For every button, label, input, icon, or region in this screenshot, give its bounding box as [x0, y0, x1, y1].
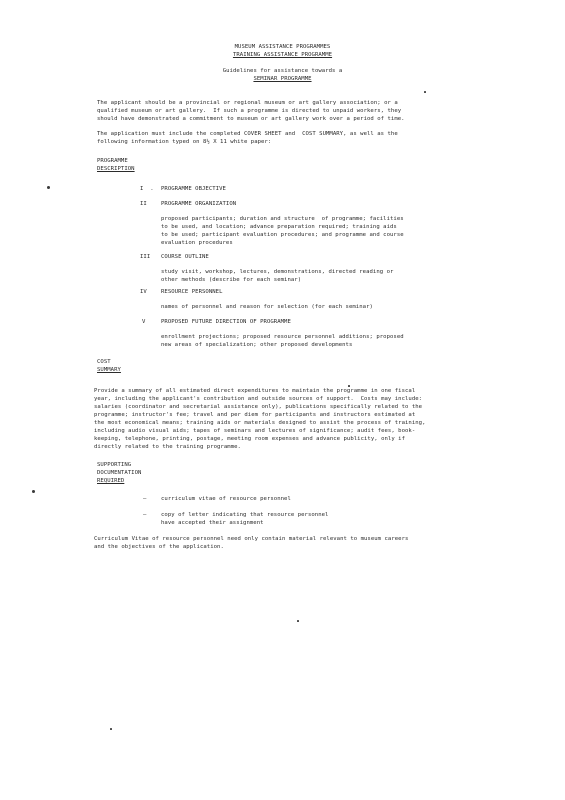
cost-line: Provide a summary of all estimated direct expenditures to maintain the programme in one fiscal [94, 388, 416, 394]
section-label: REQUIRED [97, 478, 125, 484]
item-title: PROGRAMME ORGANIZATION [161, 201, 237, 207]
item-title: PROPOSED FUTURE DIRECTION OF PROGRAMME [161, 319, 291, 325]
section-label: DESCRIPTION [97, 166, 135, 172]
intro-line: The application must include the completed COVER SHEET and COST SUMMARY, as well as the [97, 131, 398, 137]
doc-item: copy of letter indicating that resource personnel [161, 512, 329, 518]
cost-line: year, including the applicant's contribution and outside sources of support. Costs may include: [94, 396, 423, 402]
item-number: II [140, 201, 147, 207]
cost-line: salaries (coordinator and secretarial assistance only), publications specifically related to the [94, 404, 423, 410]
item-body-line: new areas of specialization; other proposed developments [161, 342, 353, 348]
scan-speck [47, 186, 50, 189]
item-body-line: to be used; participant evaluation procedures; and programme and course [161, 232, 404, 238]
item-number: III [140, 254, 151, 260]
doc-item: curriculum vitae of resource personnel [161, 496, 291, 502]
item-title: RESOURCE PERSONNEL [161, 289, 223, 295]
item-body-line: evaluation procedures [161, 240, 233, 246]
item-title: PROGRAMME OBJECTIVE [161, 186, 226, 192]
cost-line: directly related to the training programme. [94, 444, 241, 450]
item-title: COURSE OUTLINE [161, 254, 209, 260]
intro-line: The applicant should be a provincial or regional museum or art gallery association; or a [97, 100, 398, 106]
cost-line: keeping, telephone, printing, postage, meeting room expenses and advance publicity, only if [94, 436, 406, 442]
section-label: SUMMARY [97, 367, 121, 373]
intro-line: qualified museum or art gallery. If such a programme is directed to unpaid workers, they [97, 108, 402, 114]
item-number: V [142, 319, 146, 325]
cost-line: programme; instructor's fee; travel and per diem for participants and instructors estimated at [94, 412, 416, 418]
programme-name: SEMINAR PROGRAMME [253, 76, 312, 82]
item-body-line: names of personnel and reason for selection (for each seminar) [161, 304, 373, 310]
scan-speck [32, 490, 35, 493]
intro-line: should have demonstrated a commitment to museum or art gallery work over a period of time. [97, 116, 405, 122]
scan-speck [348, 385, 350, 387]
section-label: COST [97, 359, 111, 365]
section-label: SUPPORTING [97, 462, 132, 468]
closing-note: and the objectives of the application. [94, 544, 224, 550]
section-label: PROGRAMME [97, 158, 128, 164]
document-subtitle: TRAINING ASSISTANCE PROGRAMME [232, 52, 333, 58]
closing-note: Curriculum Vitae of resource personnel need only contain material relevant to museum careers [94, 536, 409, 542]
item-body-line: to be used, and location; advance preparation required; training aids [161, 224, 397, 230]
bullet: – [143, 512, 147, 518]
document-title: MUSEUM ASSISTANCE PROGRAMMES [234, 44, 331, 50]
item-number: IV [140, 289, 147, 295]
item-body-line: study visit, workshop, lectures, demonstrations, directed reading or [161, 269, 394, 275]
item-body-line: other methods (describe for each seminar) [161, 277, 302, 283]
scan-speck [297, 620, 299, 622]
bullet: – [143, 496, 147, 502]
cost-line: the most economical means; training aids or materials designed to assist the process of training, [94, 420, 426, 426]
scan-speck [424, 91, 426, 93]
intro-line: following information typed on 8½ X 11 white paper: [97, 139, 272, 145]
section-label: DOCUMENTATION [97, 470, 142, 476]
item-body-line: proposed participants; duration and structure of programme; facilities [161, 216, 404, 222]
item-body-line: enrollment projections; proposed resource personnel additions; proposed [161, 334, 404, 340]
guidelines-line: Guidelines for assistance towards a [222, 68, 343, 74]
doc-item: have accepted their assignment [161, 520, 264, 526]
scan-speck [110, 728, 112, 730]
item-number: I . [140, 186, 154, 192]
cost-line: including audio visual aids; tapes of seminars and lectures of significance; audit fees, book- [94, 428, 416, 434]
